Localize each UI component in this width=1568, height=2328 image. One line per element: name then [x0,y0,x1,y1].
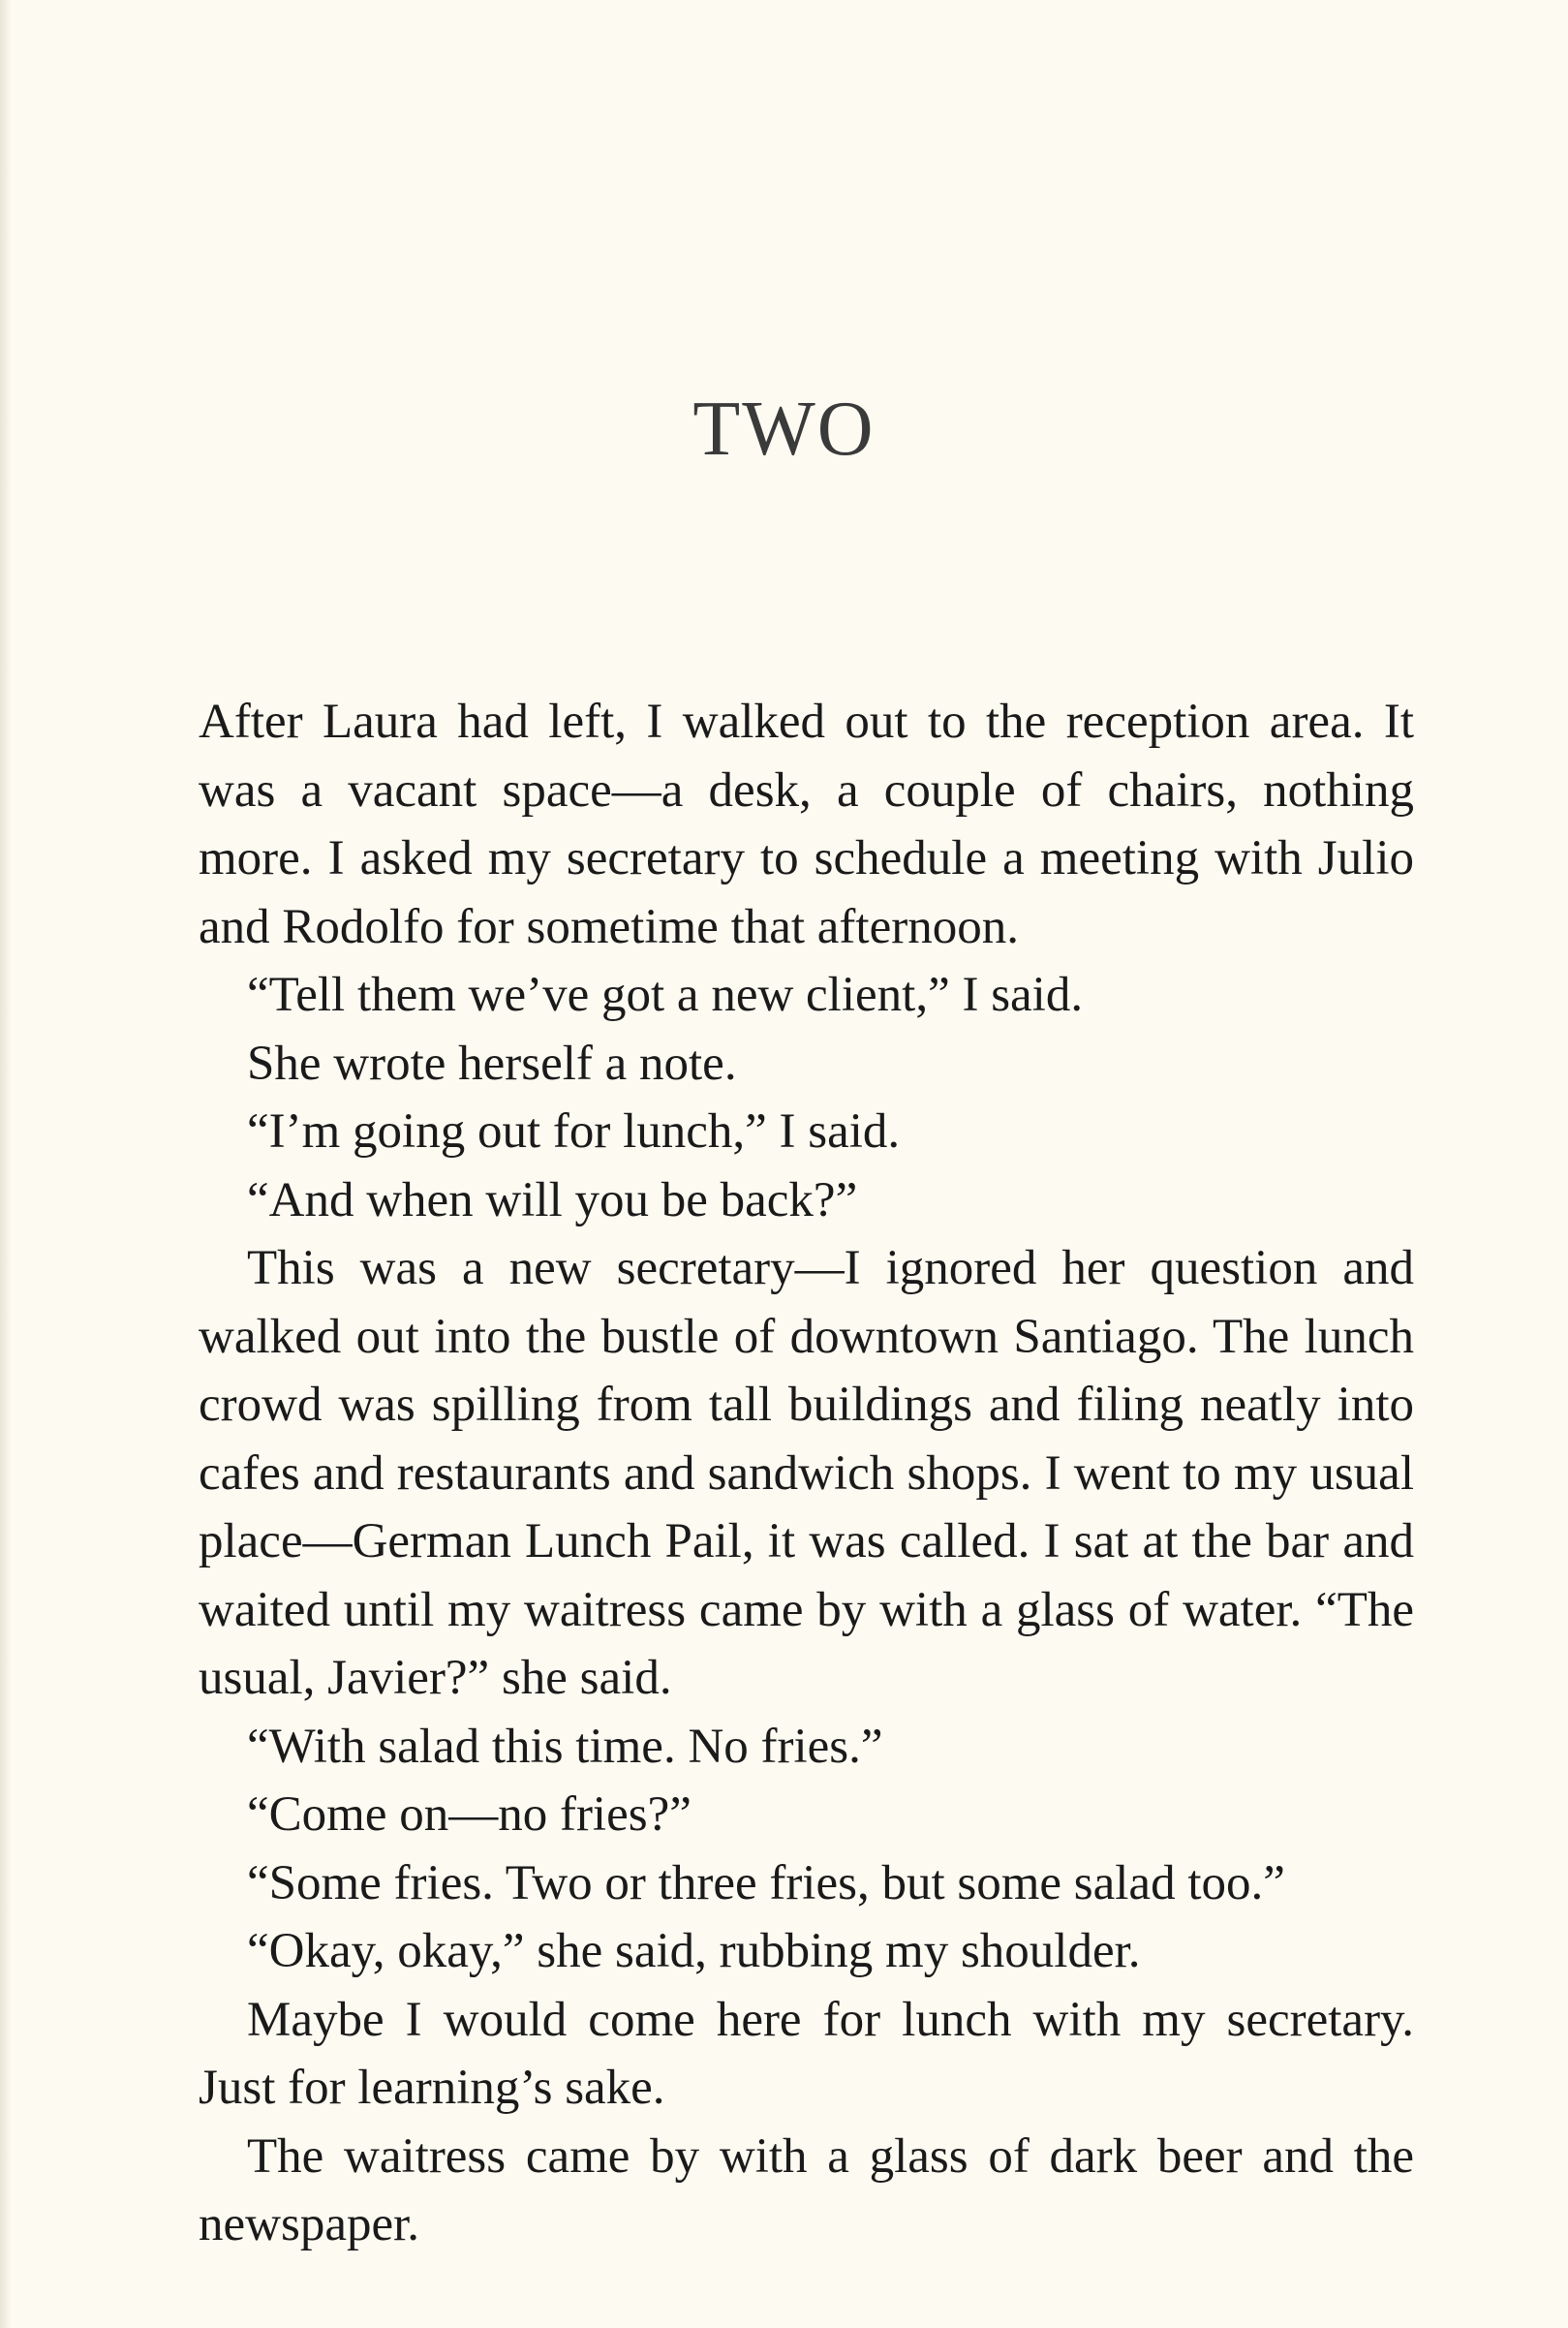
paragraph: “With salad this time. No fries.” [247,1719,883,1774]
chapter-title: TWO [692,387,876,472]
paragraph: “Tell them we’ve got a new client,” I said. [247,968,1084,1022]
paragraph: “And when will you be back?” [247,1172,858,1227]
paragraph: This was a new secretary—I ignored her question and walked out into the bustle of downtown Santiago. The lunch crowd was spilling from tall buildings and filing neatly into cafes and restaurants and sandwich shops. I went to my usual place—German Lunch Pail, it was called. I sat at the bar and waited until my waitress came by with a glass of water. “The usual, Javier?” she said. [199,1241,1414,1705]
paragraph: The waitress came by with a glass of dark beer and the newspaper. [199,2128,1414,2251]
paragraph: “I’m going out for lunch,” I said. [247,1104,901,1159]
paragraph: “Some fries. Two or three fries, but some salad too.” [247,1855,1285,1910]
paragraph: Maybe I would come here for lunch with my secretary. Just for learning’s sake. [199,1992,1414,2115]
paragraph: “Okay, okay,” she said, rubbing my shoulder. [247,1924,1141,1978]
page-gutter-shadow [0,0,12,2328]
paragraph: “Come on—no fries?” [247,1787,692,1842]
paragraph: After Laura had left, I walked out to the reception area. It was a vacant space—a desk, a couple of chairs, nothing more. I asked my secretary to schedule a meeting with Julio and Rodolfo for sometime that afternoon. [199,695,1414,954]
body-text [199,688,1414,2259]
paragraph: She wrote herself a note. [247,1036,737,1091]
